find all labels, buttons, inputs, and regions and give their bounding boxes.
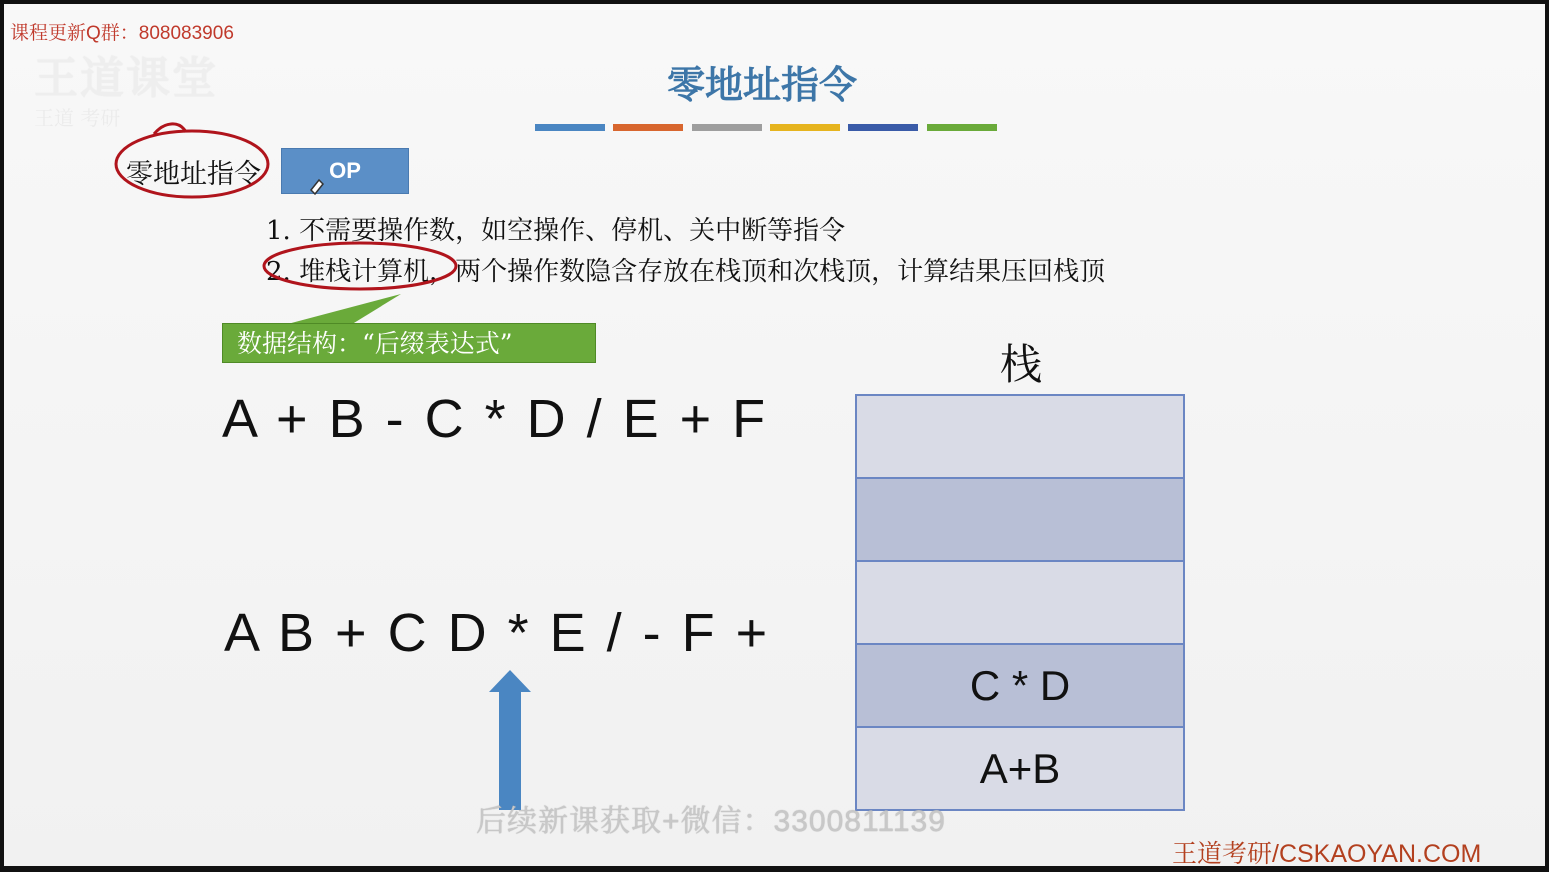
- scan-arrow-head: [489, 670, 531, 692]
- logo-watermark-main: 王道课堂: [34, 53, 218, 104]
- callout-pointer: [280, 294, 401, 326]
- format-label: 零地址指令: [126, 159, 261, 190]
- footer-brand: 王道考研/CSKAOYAN.COM: [1172, 840, 1482, 868]
- stack-cell: [857, 560, 1183, 643]
- stack-title: 栈: [999, 340, 1042, 389]
- stack-cell: [857, 477, 1183, 560]
- scan-arrow-shaft: [499, 690, 521, 810]
- red-circle-stack-machine: [264, 243, 456, 289]
- point-1: 1. 不需要操作数，如空操作、停机、关中断等指令: [266, 216, 846, 246]
- postfix-expression: A B + C D * E / - F +: [224, 603, 768, 663]
- watermark-qq-group: 课程更新Q群：808083906: [10, 23, 234, 44]
- point-2: 2. 堆栈计算机，两个操作数隐含存放在栈顶和次栈顶，计算结果压回栈顶: [266, 257, 1106, 287]
- op-field-label: OP: [329, 158, 361, 183]
- stack-cell: [857, 396, 1183, 477]
- callout-postfix: 数据结构：“后缀表达式”: [222, 323, 596, 363]
- watermark-wechat: 后续新课获取+微信：3300811139: [476, 805, 946, 838]
- slide-title: 零地址指令: [666, 63, 857, 107]
- logo-watermark-sub: 王道 考研: [34, 106, 121, 130]
- stack-cell-next-top: C * D: [857, 643, 1183, 726]
- infix-expression: A + B - C * D / E + F: [222, 389, 766, 449]
- pen-cursor-icon: [311, 180, 323, 194]
- stack-cell-bottom: A+B: [857, 726, 1183, 809]
- slide: [4, 4, 1545, 866]
- stack-diagram: [855, 394, 1185, 811]
- red-circle-label: [116, 131, 268, 197]
